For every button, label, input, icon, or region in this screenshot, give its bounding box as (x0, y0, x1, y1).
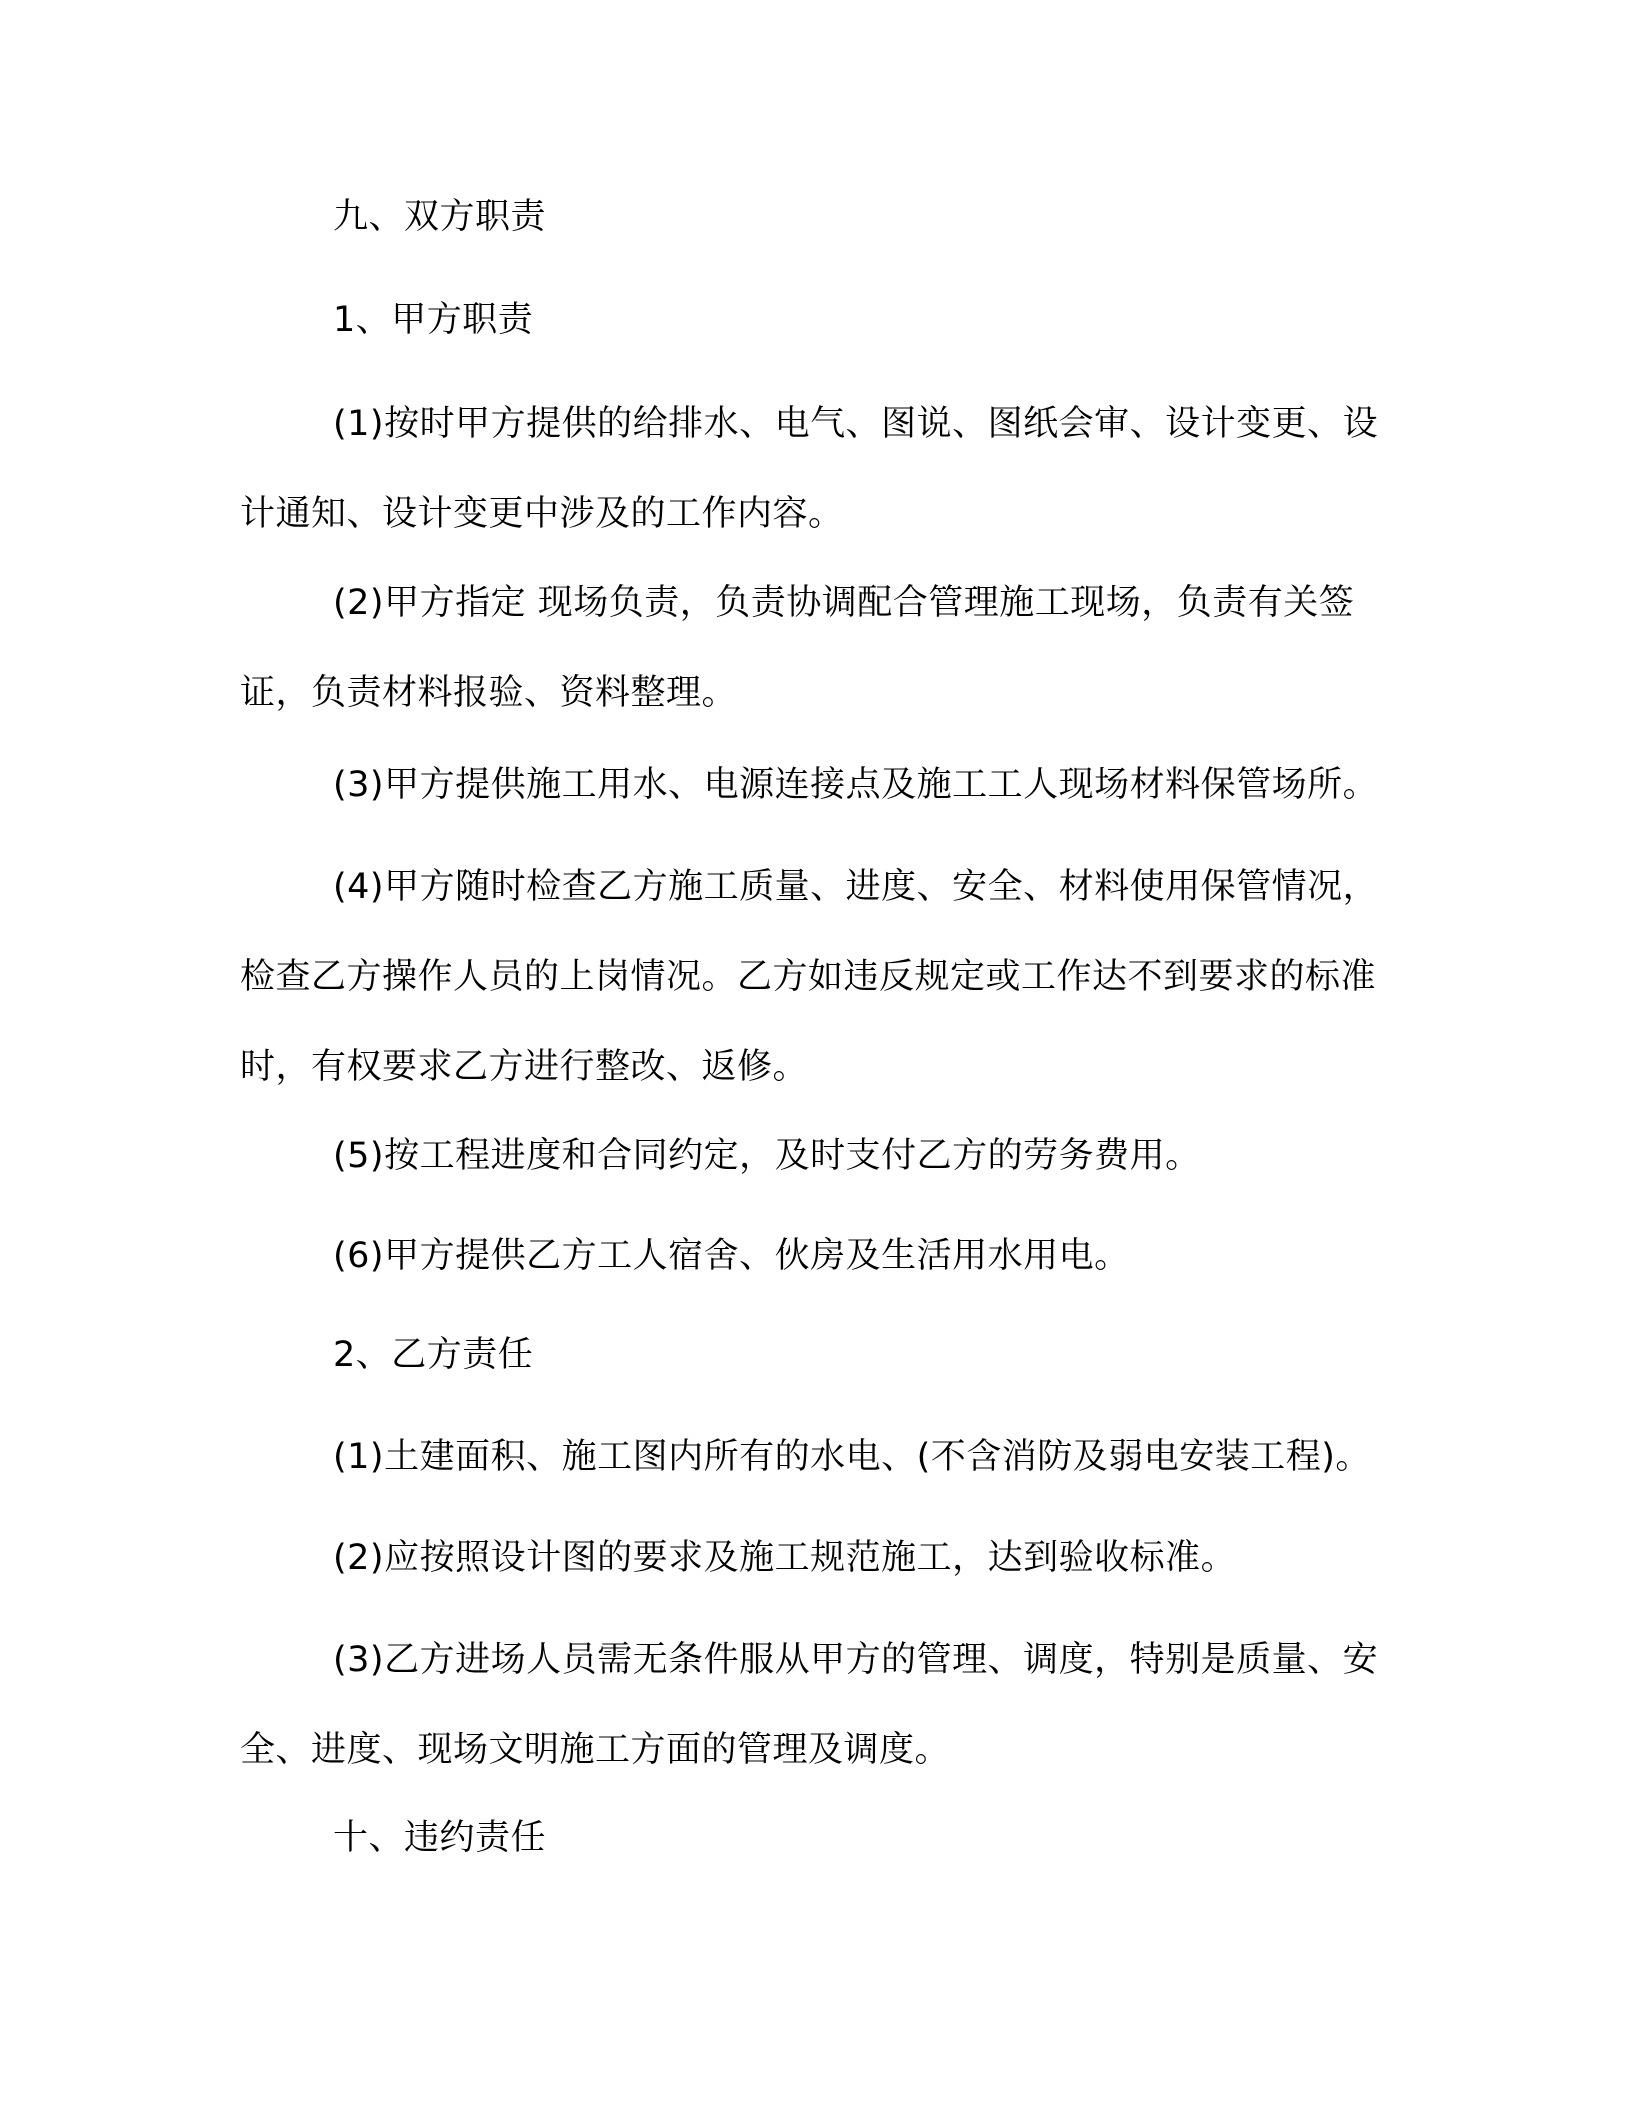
subsection-heading-party-a: 1、甲方职责 (333, 300, 534, 340)
subsection-heading-party-b: 2、乙方责任 (333, 1335, 534, 1375)
clause-a4: (4)甲方随时检查乙方施工质量、进度、安全、材料使用保管情况，检查乙方操作人员的上岗情况。乙方如违反规定或工作达不到要求的标准时，有权要求乙方进行整改、返修。 (240, 867, 1379, 1087)
clause-a1: (1)按时甲方提供的给排水、电气、图说、图纸会审、设计变更、设计通知、设计变更中涉及的工作内容。 (240, 404, 1379, 534)
clause-a2: (2)甲方指定 现场负责，负责协调配合管理施工现场，负责有关签证，负责材料报验、资料整理。 (240, 583, 1355, 713)
clause-a3: (3)甲方提供施工用水、电源连接点及施工工人现场材料保管场所。 (333, 765, 1379, 805)
section-heading-breach: 十、违约责任 (333, 1818, 547, 1858)
section-heading-responsibilities: 九、双方职责 (333, 197, 547, 237)
clause-b3: (3)乙方进场人员需无条件服从甲方的管理、调度，特别是质量、安全、进度、现场文明施工方面的管理及调度。 (240, 1640, 1379, 1770)
clause-a6: (6)甲方提供乙方工人宿舍、伙房及生活用水用电。 (333, 1236, 1130, 1276)
clause-b1: (1)土建面积、施工图内所有的水电、(不含消防及弱电安装工程)。 (333, 1437, 1371, 1477)
clause-b2: (2)应按照设计图的要求及施工规范施工，达到验收标准。 (333, 1538, 1237, 1578)
clause-a5: (5)按工程进度和合同约定，及时支付乙方的劳务费用。 (333, 1136, 1201, 1176)
